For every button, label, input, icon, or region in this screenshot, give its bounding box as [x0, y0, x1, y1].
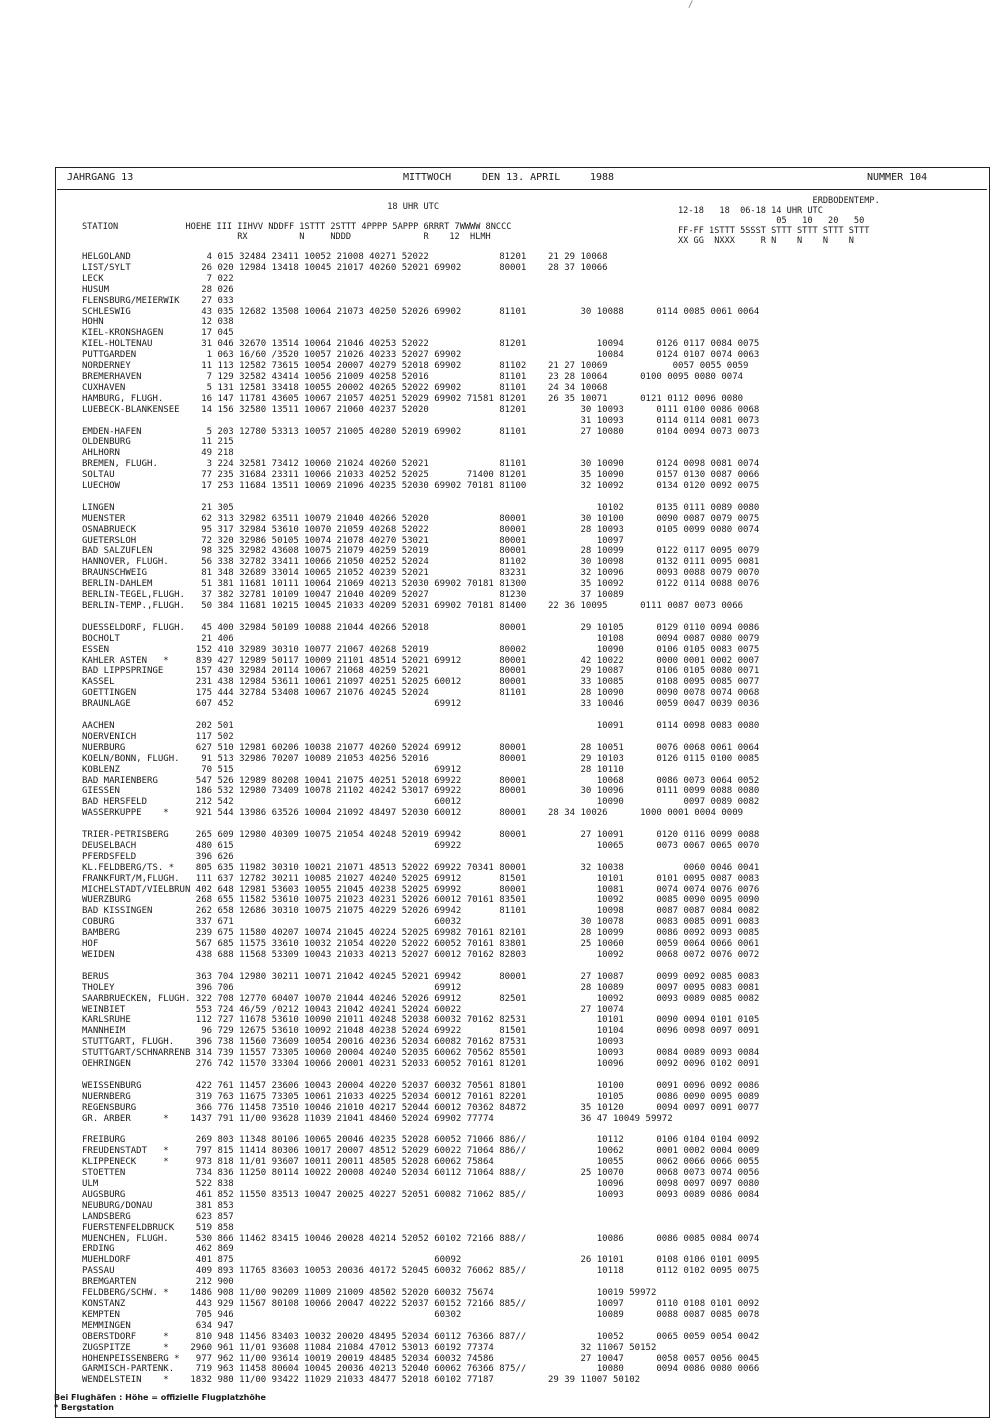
- scan-mark: /: [688, 0, 694, 10]
- footnote-mountain: * Bergstation: [54, 1403, 114, 1412]
- date-label: DEN 13. APRIL: [482, 172, 561, 183]
- issue-number: NUMMER 104: [867, 172, 928, 183]
- station-table: HELGOLAND 4 015 32484 23411 10052 21008 40271 52022 81201 21 29 10068 LIST/SYLT 26 020 12984 13418 10045 21017 40260 52021 69902 80001 28 37 10066 LECK 7 022 HUSUM 28 026 FLENSBURG/MEIERWIK 27 033 SCHLESWIG 43 035 12682 13508 10064 21073 40250 52026 69902 81101 30 10088 0114 0085 0061 0064 HOHN 12 038 KIEL-KRONSHAGEN 17 045 KIEL-HOLTENAU 31 046 32670 13514 10064 21046 40253 52022 81201 10094 0126 0117 0084 0075 PUTTGARDEN 1 063 16/60 /3520 10057 21026 40233 52027 69902 10084 0124 0107 0074 0063 NORDERNEY 11 113 12582 73615 10054 20007 40279 52018 69902 81102 21 27 10069 0057 0055 0059 BREMERHAVEN 7 129 32582 43414 10056 21009 40258 52016 81101 23 28 10064 0100 0095 0080 0074 CUXHAVEN 5 131 12581 33418 10055 20002 40265 52022 69902 81101 24 34 10068 HAMBURG, FLUGH. 16 147 11781 43605 10067 21057 40251 52029 69902 71581 81201 26 35 10071 0121 0112 0096 0080 LUEBECK-BLANKENSEE 14 156 32580 13511 10067 21060 40237 52020 81201 30 10093 0111 0100 0086 0068 31 10093 0114 0114 0081 0073 EMDEN-HAFEN 5 203 12780 53313 10057 21005 40280 52019 69902 81101 27 10080 0104 0094 0073 0073 OLDENBURG 11 215 AHLHORN 49 218 BREMEN, FLUGH. 3 224 32581 73412 10060 21024 40260 52021 81101 30 10090 0124 0098 0081 0074 SOLTAU 77 235 31684 23311 10066 21033 40252 52025 71400 81201 35 10090 0157 0130 0087 0066 LUECHOW 17 253 11684 13511 10069 21096 40235 52030 69902 70181 81100 32 10092 0134 0120 0092 0075 LINGEN 21 305 10102 0135 0111 0089 0080 MUENSTER 62 313 32982 63511 10079 21040 40266 52020 80001 30 10100 0090 0087 0079 0075 OSNABRUECK 95 317 32984 53610 10070 21059 40268 52022 80001 28 10093 0105 0099 0080 0074 GUETERSLOH 72 320 32986 50105 10074 21078 40270 53021 80001 10097 BAD SALZUFLEN 98 325 32982 43608 10075 21079 40259 52019 80001 28 10099 0122 0117 0095 0079 HANNOVER, FLUGH. 56 338 32782 33411 10066 21050 40252 52024 81102 30 10098 0132 0111 0095 0081 BRAUNSCHWEIG 81 348 32689 33014 10065 21052 40239 52021 83231 32 10096 0093 0088 0079 0070 BERLIN-DAHLEM 51 381 11681 10111 10064 21069 40213 52030 69902 70181 81300 35 10092 0122 0114 0088 0076 BERLIN-TEGEL,FLUGH. 37 382 32781 10109 10047 21040 40209 52027 81230 37 10089 BERLIN-TEMP.,FLUGH. 50 384 11681 10215 10045 21033 40209 52031 69902 70181 81400 22 36 10095 0111 0087 0073 0066 DUESSELDORF, FLUGH. 45 400 32984 50109 10088 21044 40266 52018 80001 29 10105 0129 0110 0094 0086 BOCHOLT 21 406 10108 0094 0087 0080 0079 ESSEN 152 410 32989 30310 10077 21067 40268 52019 80002 10090 0106 0105 0083 0075 KAHLER ASTEN * 839 427 12989 50117 10009 21101 48514 52021 69912 80001 42 10022 0000 0001 0002 0007 BAD LIPPSPRINGE 157 430 32984 20114 10067 21068 40259 52021 80001 29 10087 0106 0105 0080 0071 KASSEL 231 438 12984 53611 10061 21097 40251 52025 60012 80001 33 10085 0108 0095 0085 0077 GOETTINGEN 175 444 32784 53408 10067 21076 40245 52024 81101 28 10090 0090 0078 0074 0068 BRAUNLAGE 607 452 69912 33 10046 0059 0047 0039 0036 AACHEN 202 501 10091 0114 0098 0083 0080 NOERVENICH 117 502 NUERBURG 627 510 12981 60206 10038 21077 40260 52024 69912 80001 28 10051 0076 0068 0061 0064 KOELN/BONN, FLUGH. 91 513 32986 70207 10089 21053 40256 52016 80001 29 10103 0126 0115 0100 0085 KOBLENZ 70 515 69912 28 10110 BAD MARIENBERG 547 526 12989 80208 10041 21075 40251 52018 69922 80001 10068 0086 0073 0064 0052 GIESSEN 186 532 12980 73409 10078 21102 40242 53017 69922 80001 30 10096 0111 0099 0088 0080 BAD HERSFELD 212 542 60012 10090 0097 0089 0082 WASSERKUPPE * 921 544 13986 63526 10004 21092 48497 52030 60012 80001 28 34 10026 1000 0001 0004 0009 TRIER-PETRISBERG 265 609 12980 40309 10075 21054 40248 52019 69942 80001 27 10091 0120 0116 0099 0088 DEUSELBACH 480 615 69922 10065 0073 0067 0065 0070 PFERDSFELD 396 626 KL.FELDBERG/TS. * 805 635 11982 30310 10021 21071 48513 52022 69922 70341 80001 32 10038 0060 0046 0041 FRANKFURT/M,FLUGH. 111 637 12782 30211 10085 21027 40240 52025 69912 81501 10101 0101 0095 0087 0083 MICHELSTADT/VIELBRUN 402 648 12981 53603 10055 21045 40238 52025 69992 80001 10081 0074 0074 0076 0076 WUERZBURG 268 655 11582 53610 10075 21023 40231 52026 60012 70161 83501 10092 0085 0090 0095 0090 BAD KISSINGEN 262 658 12686 30310 10075 21075 40229 52026 69942 81101 10098 0087 0087 0084 0082 COBURG 337 671 60032 30 10078 0083 0085 0091 0083 BAMBERG 239 675 11580 40207 10074 21045 40224 52025 69982 70161 82101 28 10099 0086 0092 0093 0085 HOF 567 685 11575 33610 10032 21054 40220 52022 60052 70161 83801 25 10060 0059 0064 0066 0061 WEIDEN 438 688 11568 53309 10043 21033 40213 52027 60012 70162 82803 10092 0068 0072 0076 0072 BERUS 363 704 12980 30211 10071 21042 40245 52021 69942 80001 27 10087 0099 0092 0085 0083 THOLEY 396 706 69912 28 10089 0097 0095 0083 0081 SAARBRUECKEN, FLUGH. 322 708 12770 60407 10070 21044 40246 52026 69912 82501 10092 0093 0089 0085 0082 WEINBIET 553 724 46/59 /0212 10043 21042 40241 52024 60022 27 10074 KARLSRUHE 112 727 11678 53610 10090 21011 40248 52038 60032 70162 82531 10101 0090 0094 0101 0105 MANNHEIM 96 729 12675 53610 10092 21048 40238 52024 69922 81501 10104 0096 0098 0097 0091 STUTTGART, FLUGH. 396 738 11560 73609 10054 20016 40236 52034 60082 70162 87531 10093 STUTTGART/SCHNARRENB 314 739 11557 73305 10060 20004 40240 52035 60062 70562 85501 10093 0084 0089 0093 0084 OEHRINGEN 276 742 11570 33304 10066 20001 40231 52033 60052 70161 81201 10096 0092 0096 0102 0091 WEISSENBURG 422 761 11457 23606 10043 20004 40220 52037 60032 70561 81801 10100 0091 0096 0092 0086 NUERNBERG 319 763 11675 73305 10061 21033 40225 52034 60012 70161 82201 10105 0086 0090 0095 0089 REGENSBURG 366 776 11458 73510 10046 21010 40217 52044 60012 70362 84872 35 10120 0094 0097 0091 0077 GR. ARBER * 1437 791 11/00 93628 11039 21041 48460 52024 69902 77774 36 47 10049 59972 FREIBURG 269 803 11348 80106 10065 20046 40235 52028 60052 71066 886// 10112 0106 0104 0104 0092 FREUDENSTADT * 797 815 11414 80306 10017 20007 48512 52029 60022 71064 886// 10062 0001 0002 0004 0009 KLIPPENECK * 973 818 11/01 93607 10011 20011 48505 52028 60062 75864 10055 0062 0066 0066 0055 STOETTEN 734 836 11250 80114 10022 20008 40240 52034 60112 71064 888// 25 10070 0068 0073 0074 0056 ULM 522 838 10096 0098 0097 0097 0080 AUGSBURG 461 852 11550 83513 10047 20025 40227 52051 60082 71062 885// 10093 0093 0089 0086 0084 NEUBURG/DONAU 381 853 LANDSBERG 623 857 FUERSTENFELDBRUCK 519 858 MUENCHEN, FLUGH. 530 866 11462 83415 10046 20028 40214 52052 60102 72166 888// 10086 0086 0085 0084 0074 ERDING 462 869 MUEHLDORF 401 875 60092 26 10101 0108 0106 0101 0095 PASSAU 409 893 11765 83603 10053 20036 40172 52045 60032 76062 885// 10118 0112 0102 0095 0075 BREMGARTEN 212 900 FELDBERG/SCHW. * 1486 908 11/00 90209 11009 21009 48502 52020 60032 75674 10019 59972 KONSTANZ 443 929 11567 80108 10066 20047 40222 52037 60152 72166 885// 10097 0110 0108 0101 0092 KEMPTEN 705 946 60302 10089 0088 0087 0085 0078 MEMMINGEN 634 947 OBERSTDORF * 810 948 11456 83403 10032 20020 48495 52034 60112 76366 887// 10052 0065 0059 0054 0042 ZUGSPITZE * 2960 961 11/01 93608 11084 21084 47012 53013 60192 77374 32 11067 50152 HOHENPEISSENBERG * 977 962 11/00 93614 10019 20019 48485 52034 60032 74586 27 10047 0058 0057 0056 0045 GARMISCH-PARTENK. 719 963 11458 80604 10045 20036 40213 52040 60062 76366 875// 10080 0094 0086 0080 0066 WENDELSTEIN * 1832 980 11/00 93422 11029 21033 48477 52018 60102 77187 29 39 11007 50102: [82, 252, 760, 1386]
- footnote-airports: Bei Flughäfen : Höhe = offizielle Flugplatzhöhe: [54, 1393, 266, 1402]
- table-header-bar: [57, 170, 987, 190]
- column-headers-left: 18 UHR UTC STATION HOEHE III IIHVV NDDFF 1STTT 2STTT 4PPPP 5APPP 6RRRT 7WWWW 8NCCC RX N NDDD R 12 HLMH: [82, 202, 512, 242]
- year-label: 1988: [590, 172, 615, 183]
- weekday-label: MITTWOCH: [403, 172, 452, 183]
- jahrgang-label: JAHRGANG 13: [67, 172, 134, 183]
- footnotes: [54, 1393, 266, 1413]
- column-headers-right: ERDBODENTEMP. 12-18 18 06-18 14 UHR UTC 05 10 20 50 FF-FF 1STTT 5SSST STTT STTT STTT STTT XX GG NXXX R N N N N: [678, 196, 880, 246]
